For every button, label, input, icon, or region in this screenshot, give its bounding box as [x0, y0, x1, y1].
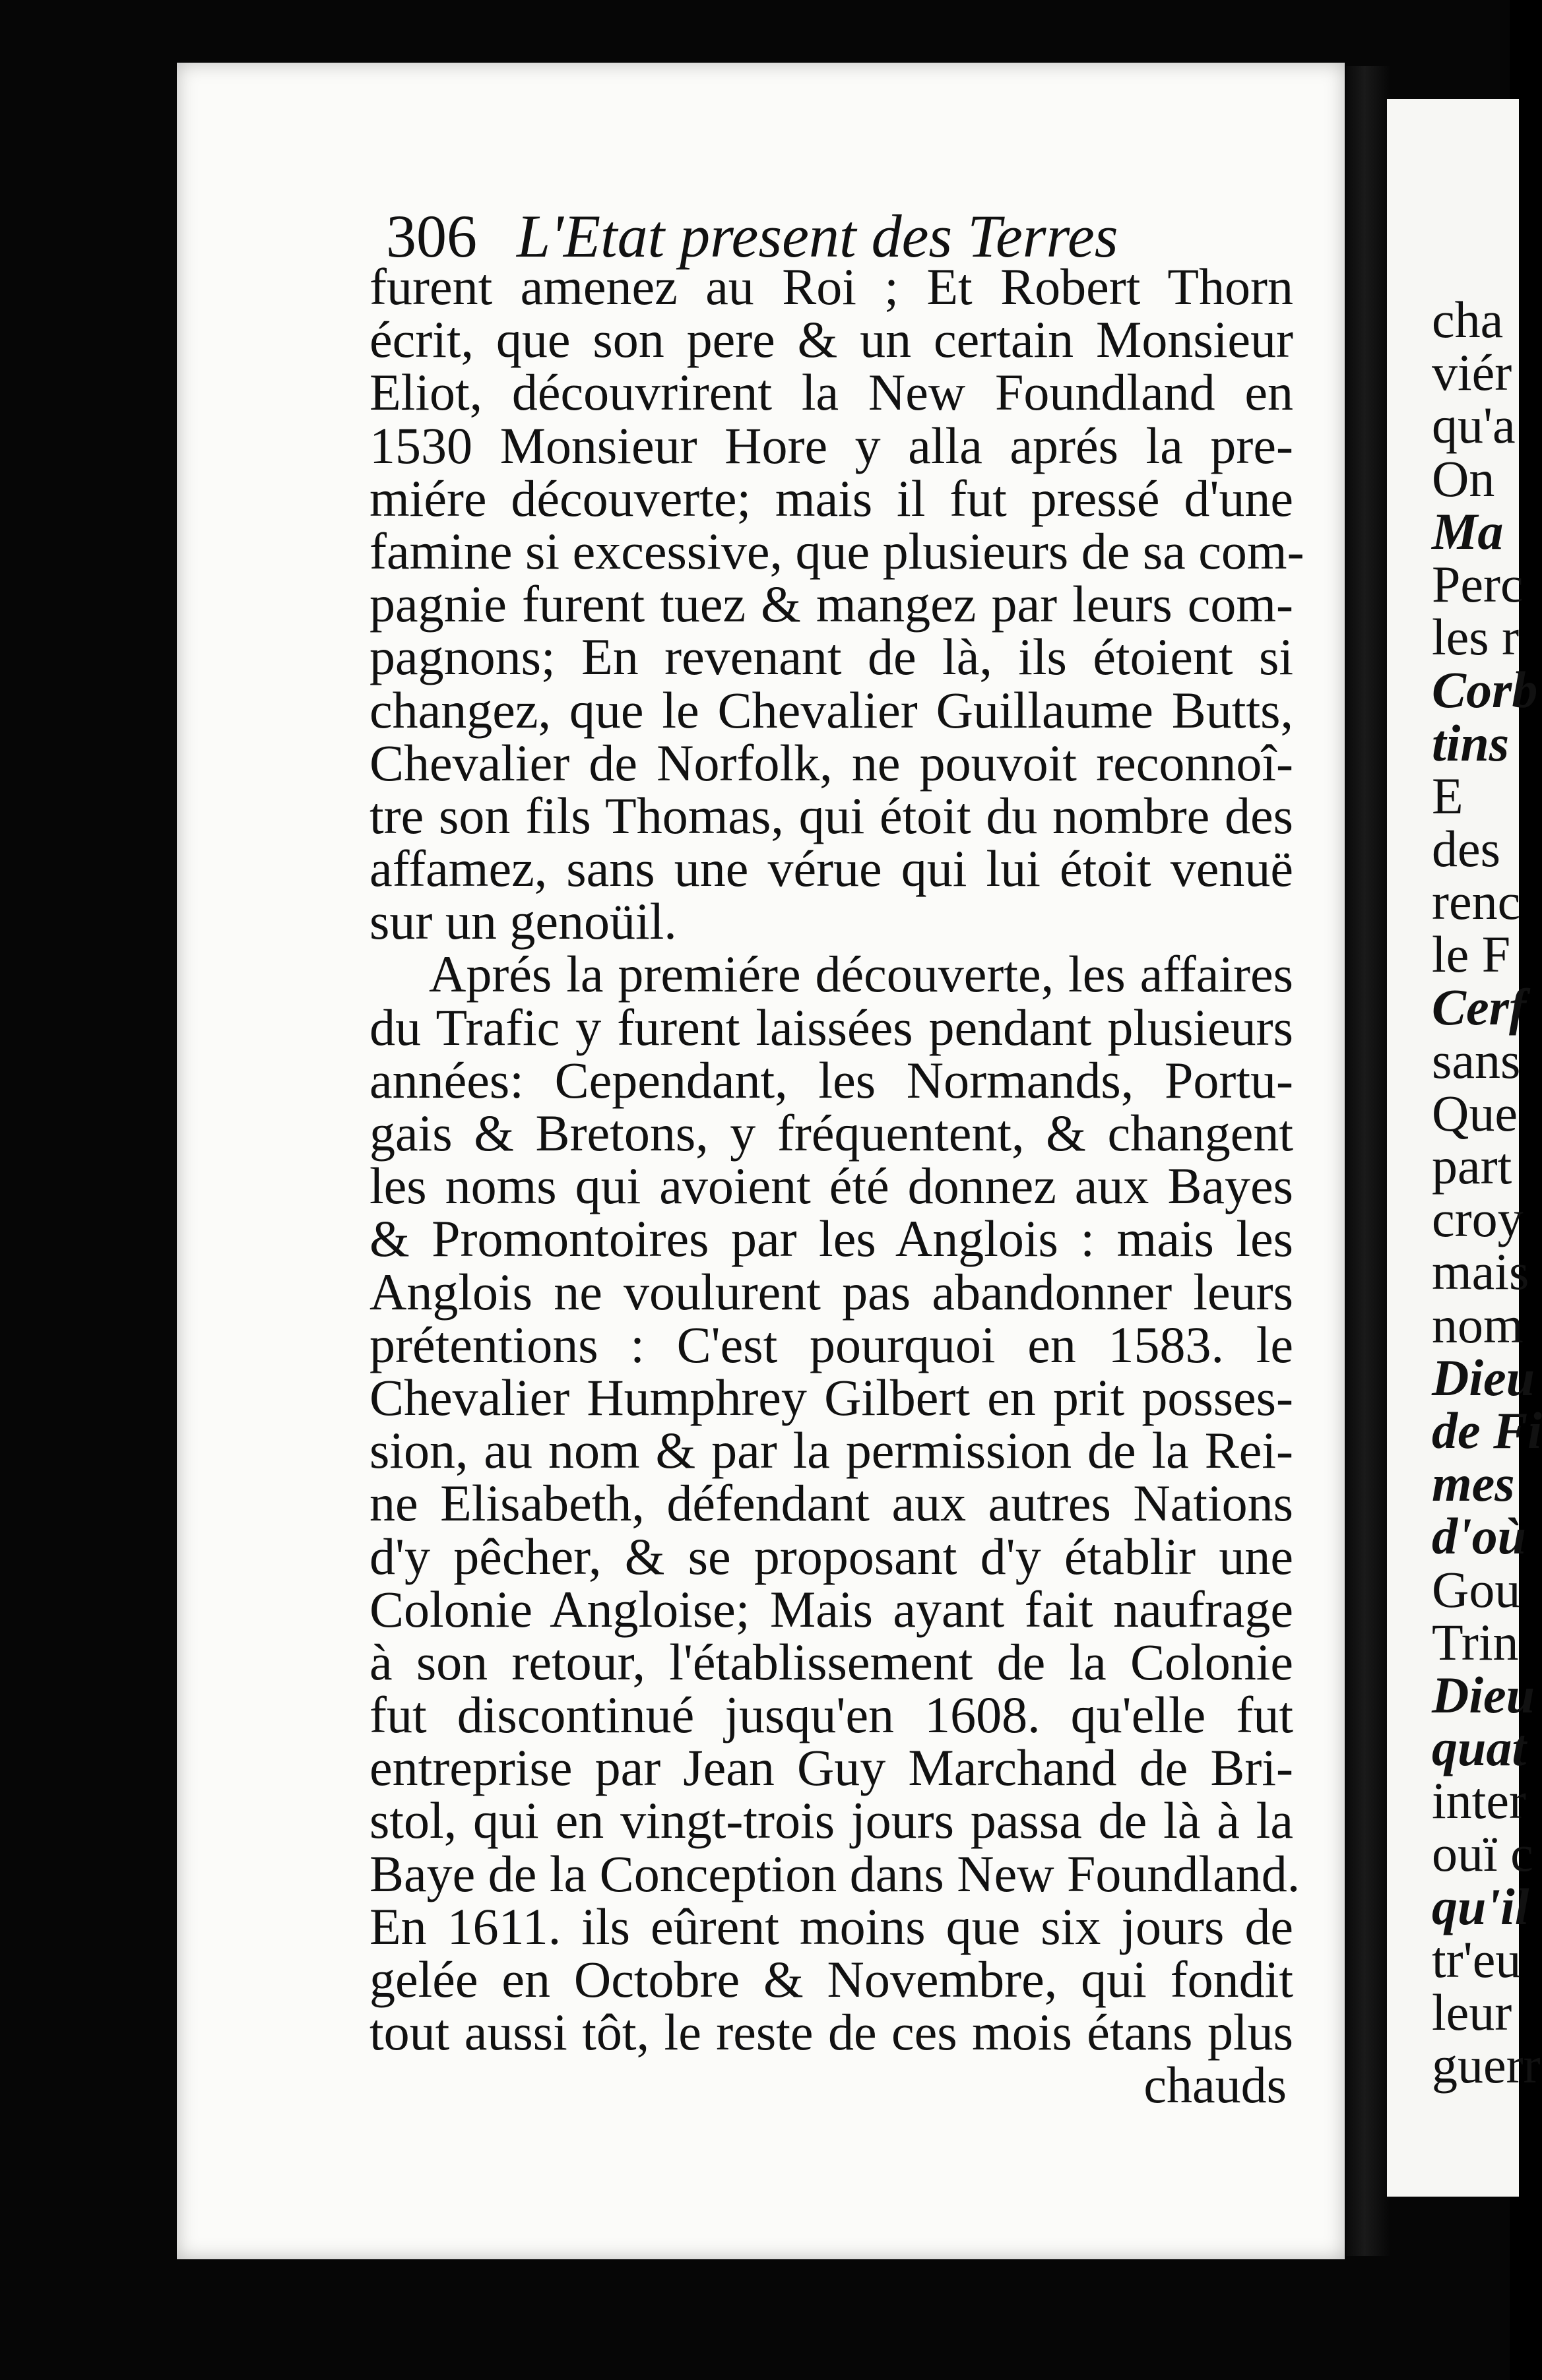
text-fragment: sans	[1432, 1031, 1521, 1089]
text-fragment: tins	[1432, 714, 1510, 772]
text-line: entreprise par Jean Guy Marchand de Bri-	[369, 1739, 1293, 1797]
text-line: Eliot, découvrirent la New Foundland en	[369, 363, 1293, 422]
text-line: gelée en Octobre & Novembre, qui fondit	[369, 1951, 1293, 2008]
text-fragment: mais	[1432, 1243, 1529, 1301]
text-line: Aprés la premiére découverte, les affaires	[429, 945, 1293, 1003]
text-fragment: croy	[1432, 1190, 1524, 1248]
text-line: Baye de la Conception dans New Foundland.	[369, 1844, 1301, 1902]
text-fragment: Dieu	[1432, 1348, 1535, 1406]
text-line: pagnie furent tuez & mangez par leurs com-	[369, 575, 1293, 633]
text-line: famine si excessive, que plusieurs de sa com-	[369, 522, 1304, 580]
text-line: furent amenez au Roi ; Et Robert Thorn	[369, 258, 1293, 315]
text-line: changez, que le Chevalier Guillaume Butts,	[369, 681, 1293, 739]
text-fragment: quat	[1432, 1719, 1527, 1777]
text-fragment: Perc	[1432, 555, 1524, 613]
text-line: sur un genoüil.	[369, 892, 677, 951]
running-title: L'Etat present des Terres	[517, 203, 1118, 270]
left-page-text	[369, 258, 1304, 2114]
text-fragment: qu'a	[1432, 396, 1516, 454]
text-fragment: des	[1432, 819, 1500, 877]
text-fragment: Dieu	[1432, 1666, 1535, 1724]
text-line: du Trafic y furent laissées pendant plusieurs	[369, 998, 1293, 1056]
text-fragment: E	[1432, 767, 1463, 825]
text-fragment: de Fi	[1432, 1401, 1542, 1459]
text-line: Chevalier de Norfolk, ne pouvoit reconnoî-	[369, 734, 1293, 792]
text-line: affamez, sans une vérue qui lui étoit venuë	[369, 840, 1293, 898]
text-fragment: renc	[1432, 873, 1521, 931]
text-fragment: Gou	[1432, 1560, 1521, 1618]
text-line: prétentions : C'est pourquoi en 1583. le	[369, 1315, 1293, 1373]
text-fragment: guerr	[1432, 2036, 1541, 2094]
text-line: 1530 Monsieur Hore y alla aprés la pre-	[369, 416, 1293, 474]
text-fragment: mes	[1432, 1455, 1515, 1513]
text-line: pagnons; En revenant de là, ils étoient si	[369, 628, 1293, 686]
text-fragment: les r	[1432, 608, 1520, 666]
text-fragment: Ma	[1432, 502, 1504, 560]
text-fragment: ouï c	[1432, 1825, 1533, 1883]
text-line: miére découverte; mais il fut pressé d'une	[369, 469, 1293, 527]
text-line: fut discontinué jusqu'en 1608. qu'elle fut	[369, 1686, 1293, 1744]
text-fragment: viér	[1432, 344, 1512, 402]
text-line: Anglois ne voulurent pas abandonner leurs	[369, 1263, 1293, 1321]
text-line: écrit, que son pere & un certain Monsieur	[369, 311, 1293, 369]
text-fragment: tr'eu	[1432, 1930, 1522, 1988]
text-fragment: cha	[1432, 291, 1504, 348]
text-line: Chevalier Humphrey Gilbert en prit posses-	[369, 1368, 1293, 1426]
book-gutter	[1346, 66, 1392, 2256]
text-line: & Promontoires par les Anglois : mais les	[369, 1210, 1293, 1268]
text-line: les noms qui avoient été donnez aux Bayes	[369, 1157, 1293, 1215]
text-line: tre son fils Thomas, qui étoit du nombre des	[369, 786, 1293, 844]
text-fragment: qu'il	[1432, 1877, 1529, 1935]
text-line: ne Elisabeth, défendant aux autres Nations	[369, 1474, 1293, 1532]
text-fragment: d'où	[1432, 1507, 1527, 1565]
text-fragment: le F	[1432, 925, 1511, 984]
text-line: d'y pêcher, & se proposant d'y établir une	[369, 1527, 1293, 1585]
catchword: chauds	[1143, 2056, 1287, 2114]
text-fragment: On	[1432, 449, 1495, 507]
text-line: années: Cependant, les Normands, Portu-	[369, 1051, 1293, 1109]
text-line: Colonie Angloise; Mais ayant fait naufrage	[369, 1580, 1293, 1638]
text-fragment: part	[1432, 1137, 1512, 1195]
text-line: En 1611. ils eûrent moins que six jours de	[369, 1897, 1293, 1955]
text-fragment: nom	[1432, 1296, 1524, 1354]
text-line: sion, au nom & par la permission de la Rei-	[369, 1422, 1293, 1480]
text-fragment: Cerf	[1432, 978, 1526, 1036]
text-line: gais & Bretons, y fréquentent, & changent	[369, 1104, 1293, 1162]
text-fragment: leur	[1432, 1984, 1512, 2041]
right-page-text	[1432, 291, 1542, 2094]
page-number: 306	[386, 203, 477, 270]
text-line: à son retour, l'établissement de la Colonie	[369, 1633, 1293, 1691]
text-fragment: inter	[1432, 1772, 1526, 1830]
text-fragment: Corb	[1432, 661, 1538, 719]
text-fragment: Trin	[1432, 1613, 1519, 1671]
text-line: stol, qui en vingt-trois jours passa de là à la	[369, 1792, 1293, 1850]
text-line: tout aussi tôt, le reste de ces mois étans plus	[369, 2003, 1293, 2061]
text-fragment: Que	[1432, 1084, 1518, 1142]
